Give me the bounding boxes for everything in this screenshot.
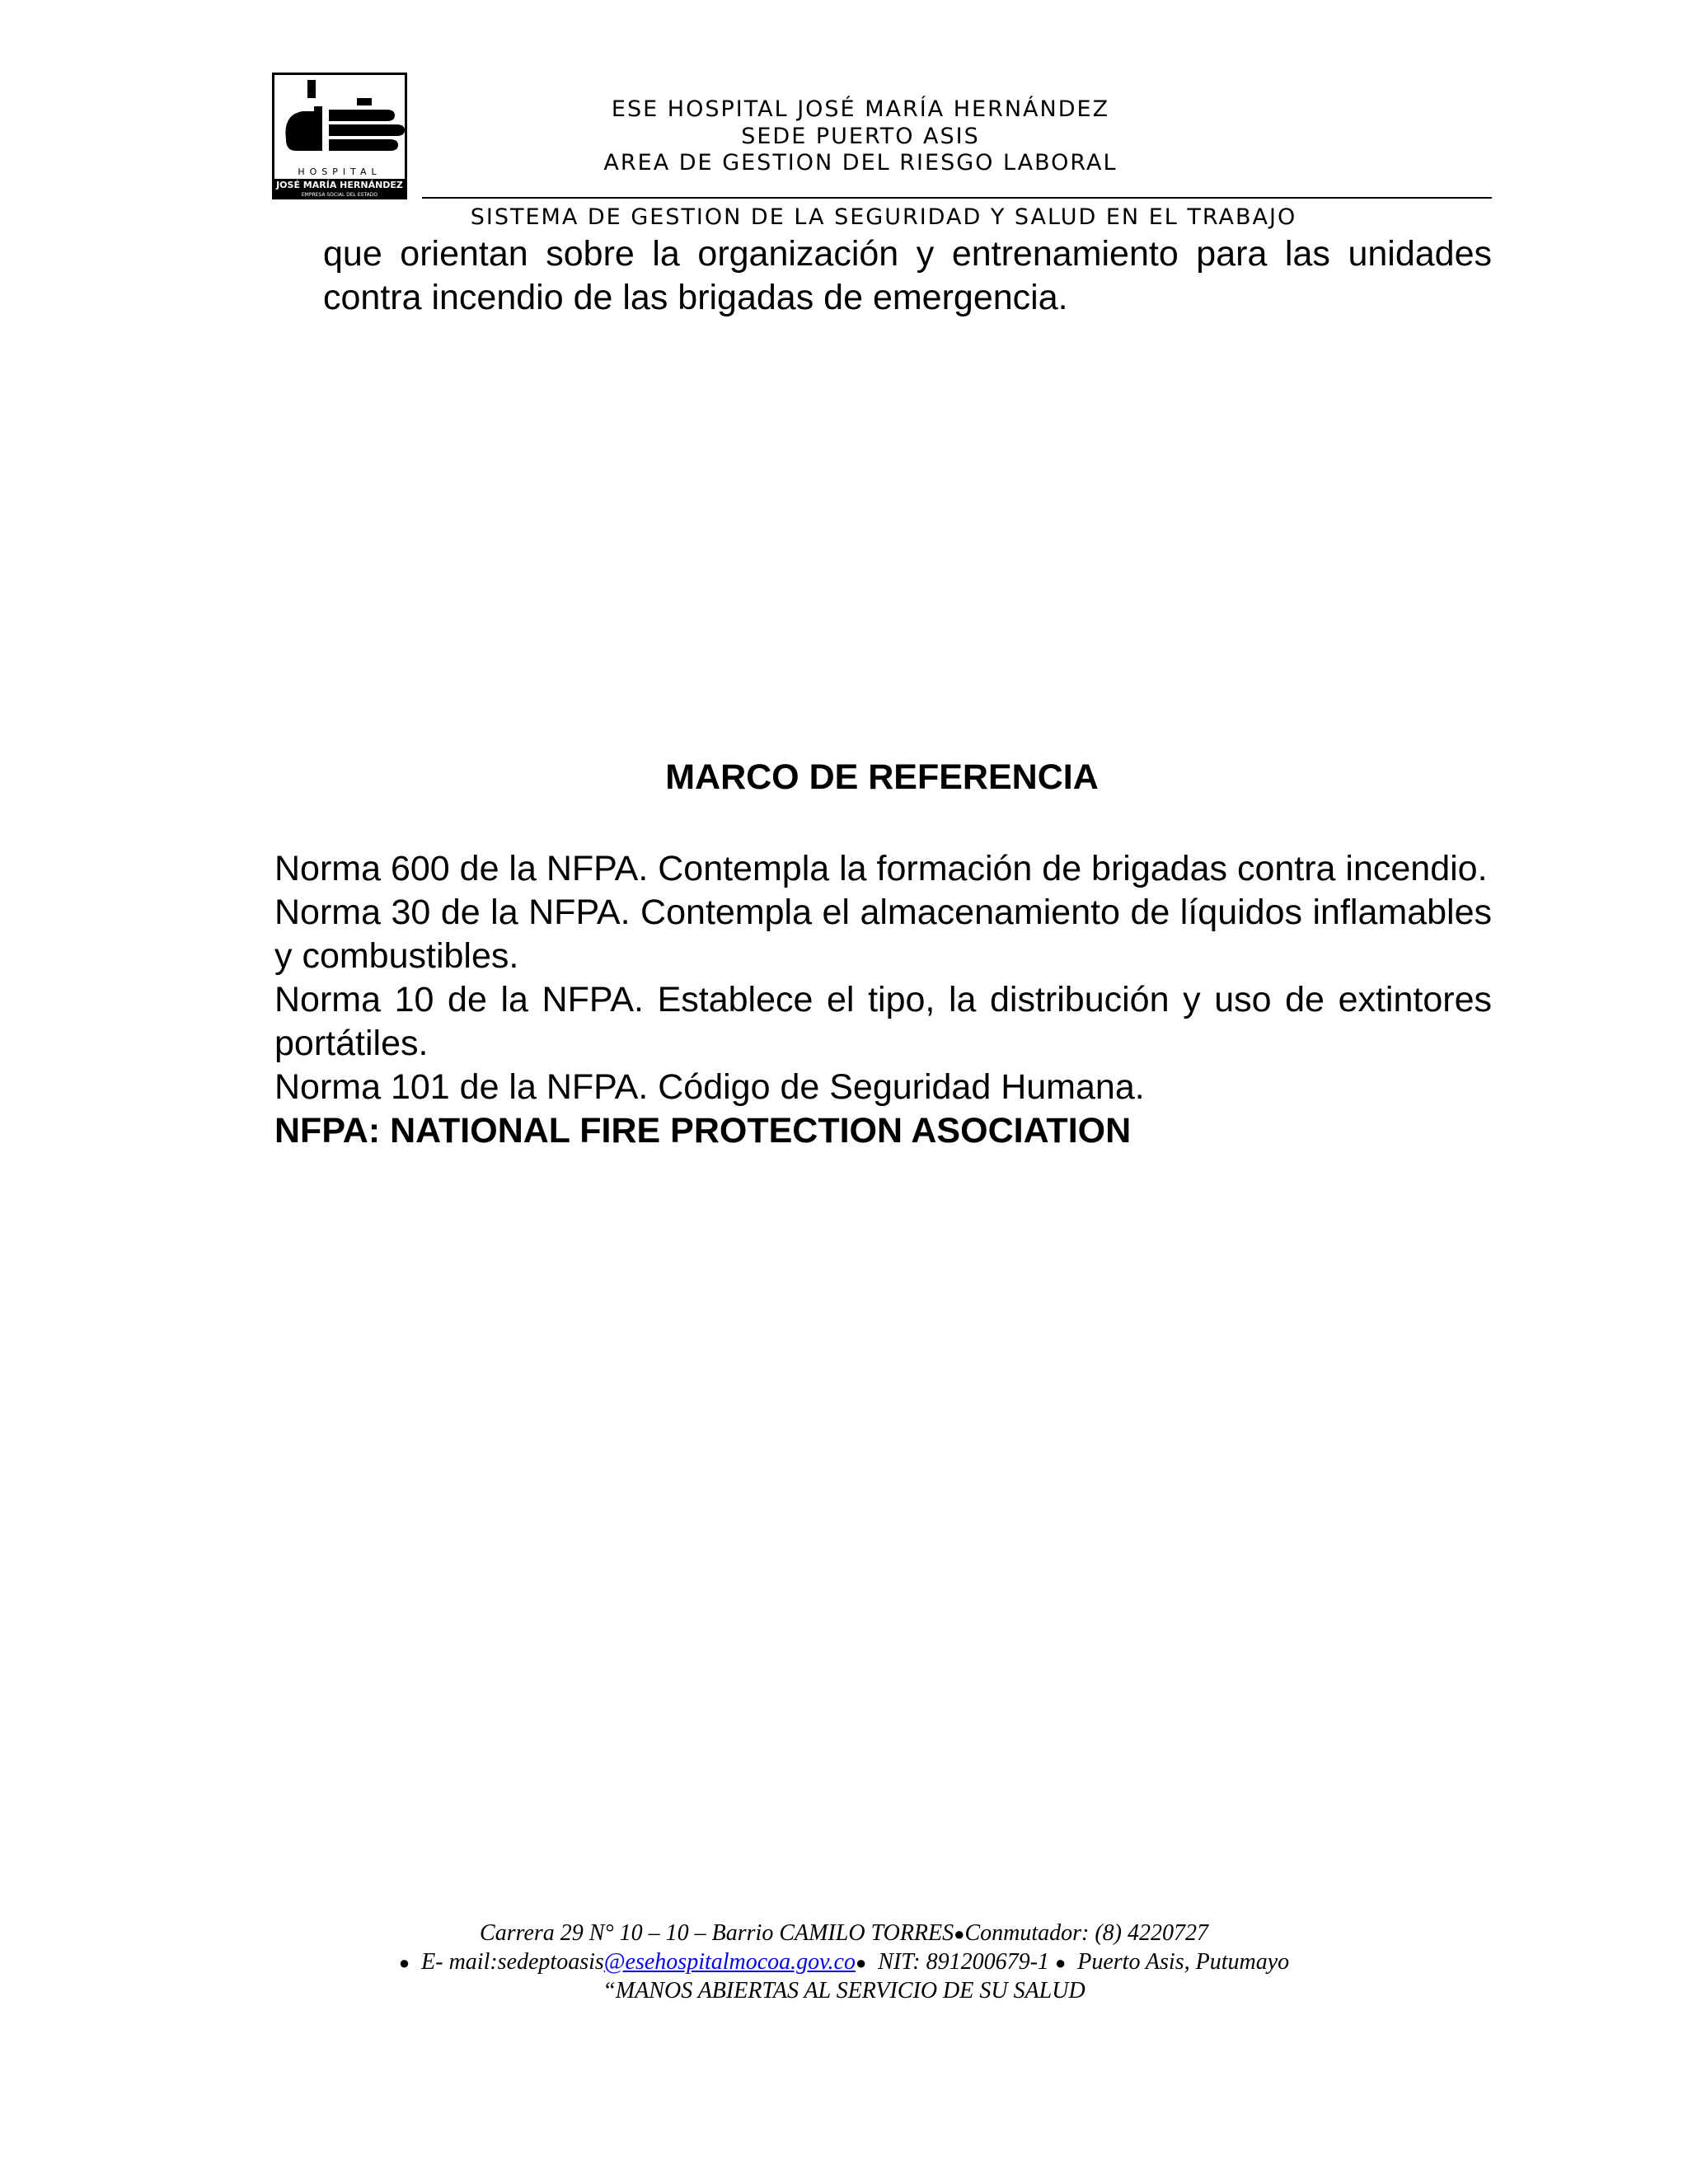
footer-phone: Conmutador: (8) 4220727	[964, 1920, 1208, 1946]
footer-location: Puerto Asis, Putumayo	[1077, 1949, 1290, 1975]
bullet-icon: ●	[1054, 1952, 1067, 1973]
logo-text-hospital: HOSPITAL	[298, 166, 382, 177]
references-list	[274, 847, 1492, 1153]
header-area: AREA DE GESTION DEL RIESGO LABORAL	[603, 150, 1118, 176]
header-site: SEDE PUERTO ASIS	[741, 124, 980, 149]
reference-item: Norma 600 de la NFPA. Contempla la formación de brigadas contra incendio.	[274, 849, 1488, 888]
logo-text-name: JOSÉ MARÍA HERNÁNDEZ	[274, 179, 405, 191]
footer-contact-line	[0, 1948, 1688, 1977]
section-title: MARCO DE REFERENCIA	[665, 757, 1099, 797]
header-hospital-name: ESE HOSPITAL JOSÉ MARÍA HERNÁNDEZ	[611, 96, 1110, 122]
bullet-icon: ●	[855, 1952, 867, 1973]
nfpa-definition: NFPA: NATIONAL FIRE PROTECTION ASOCIATION	[274, 1111, 1132, 1151]
header-divider	[422, 197, 1492, 199]
reference-item: Norma 101 de la NFPA. Código de Seguridad Humana.	[274, 1067, 1145, 1107]
footer-email-prefix: E- mail:sedeptoasis	[421, 1949, 604, 1975]
header-system-name: SISTEMA DE GESTION DE LA SEGURIDAD Y SALUD EN EL TRABAJO	[470, 204, 1297, 230]
footer-slogan: “MANOS ABIERTAS AL SERVICIO DE SU SALUD	[603, 1978, 1085, 2004]
footer-nit: NIT: 891200679-1	[878, 1949, 1049, 1975]
continuation-paragraph: que orientan sobre la organización y entrenamiento para las unidades contra incendio de las brigadas de emergencia.	[323, 234, 1492, 317]
logo-text-entity: EMPRESA SOCIAL DEL ESTADO	[274, 191, 405, 199]
footer-address-line	[0, 1919, 1688, 1948]
bullet-icon: ●	[954, 1924, 965, 1944]
footer-address: Carrera 29 N° 10 – 10 – Barrio CAMILO TORRES	[480, 1920, 954, 1946]
reference-item: Norma 10 de la NFPA. Establece el tipo, la distribución y uso de extintores portátiles.	[274, 980, 1492, 1063]
footer-email-link[interactable]: @esehospitalmocoa.gov.co	[603, 1949, 856, 1975]
reference-item: Norma 30 de la NFPA. Contempla el almacenamiento de líquidos inflamables y combustibles.	[274, 893, 1492, 976]
bullet-icon: ●	[398, 1952, 410, 1973]
